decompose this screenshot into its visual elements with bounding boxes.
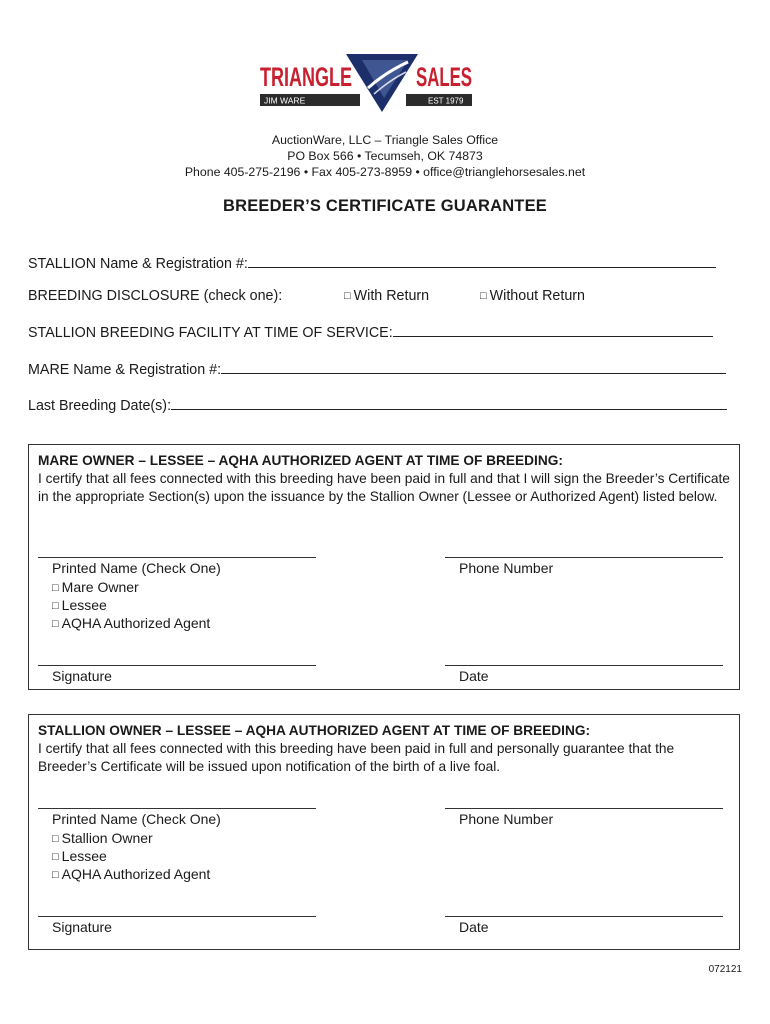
option-label: Stallion Owner: [61, 830, 153, 846]
printed-name-line[interactable]: [38, 808, 316, 809]
checkbox-icon[interactable]: □: [52, 869, 59, 881]
checkbox-icon[interactable]: □: [52, 600, 59, 612]
stallion-section-text: I certify that all fees connected with this breeding have been paid in full and personally guarantee that the Breeder’s Certificate will be issued upon notification of the birth of a live foal.: [38, 741, 675, 774]
date-label: Date: [459, 919, 489, 935]
with-return-label: With Return: [353, 288, 430, 304]
logo-graphic: [258, 50, 474, 114]
signature-line[interactable]: [38, 916, 316, 917]
without-return-label: Without Return: [489, 288, 586, 304]
mare-section-heading: MARE OWNER – LESSEE – AQHA AUTHORIZED AGENT AT TIME OF BREEDING:: [38, 453, 563, 468]
address-line-1: AuctionWare, LLC – Triangle Sales Office: [271, 133, 499, 147]
facility-label: STALLION BREEDING FACILITY AT TIME OF SERVICE:: [28, 325, 393, 341]
option-label: AQHA Authorized Agent: [61, 866, 211, 882]
phone-line[interactable]: [445, 557, 723, 558]
checkbox-icon[interactable]: □: [344, 290, 351, 302]
stallion-section-heading: STALLION OWNER – LESSEE – AQHA AUTHORIZED AGENT AT TIME OF BREEDING:: [38, 723, 591, 738]
stallion-owner-checkbox-option[interactable]: [52, 829, 153, 849]
signature-label: Signature: [52, 668, 112, 684]
form-code: 072121: [708, 964, 742, 975]
checkbox-icon[interactable]: □: [52, 851, 59, 863]
mare-name-field[interactable]: [28, 360, 726, 378]
option-label: Mare Owner: [61, 579, 139, 595]
stallion-name-field[interactable]: [28, 254, 716, 272]
mare-name-label: MARE Name & Registration #:: [28, 362, 222, 378]
signature-line[interactable]: [38, 665, 316, 666]
agent-checkbox-option[interactable]: [52, 614, 210, 634]
last-breeding-field[interactable]: [28, 396, 727, 414]
address-line-2: PO Box 566 • Tecumseh, OK 74873: [287, 149, 483, 163]
without-return-option[interactable]: [480, 288, 585, 304]
office-address: [0, 132, 770, 180]
mare-owner-checkbox-option[interactable]: [52, 578, 139, 598]
facility-blank[interactable]: [393, 323, 713, 337]
option-label: Lessee: [61, 597, 107, 613]
phone-label: Phone Number: [459, 560, 554, 576]
checkbox-icon[interactable]: □: [52, 833, 59, 845]
printed-name-label: Printed Name (Check One): [52, 811, 221, 827]
printed-name-label: Printed Name (Check One): [52, 560, 221, 576]
logo-right-text: SALES: [416, 62, 472, 92]
date-label: Date: [459, 668, 489, 684]
date-line[interactable]: [445, 916, 723, 917]
logo-sub-left: JIM WARE: [264, 95, 306, 106]
printed-name-line[interactable]: [38, 557, 316, 558]
checkbox-icon[interactable]: □: [52, 582, 59, 594]
breeding-disclosure-label: BREEDING DISCLOSURE (check one):: [28, 288, 283, 304]
stallion-owner-section: [28, 714, 740, 950]
logo-left-text: TRIANGLE: [260, 62, 352, 92]
agent-checkbox-option[interactable]: [52, 865, 210, 885]
lessee-checkbox-option[interactable]: [52, 847, 107, 867]
lessee-checkbox-option[interactable]: [52, 596, 107, 616]
date-line[interactable]: [445, 665, 723, 666]
checkbox-icon[interactable]: □: [480, 290, 487, 302]
phone-line[interactable]: [445, 808, 723, 809]
stallion-name-label: STALLION Name & Registration #:: [28, 256, 248, 272]
with-return-option[interactable]: [344, 288, 429, 304]
checkbox-icon[interactable]: □: [52, 618, 59, 630]
option-label: AQHA Authorized Agent: [61, 615, 211, 631]
mare-owner-section: [28, 444, 740, 690]
document-title: BREEDER’S CERTIFICATE GUARANTEE: [223, 197, 547, 215]
facility-field[interactable]: [28, 323, 713, 341]
mare-name-blank[interactable]: [221, 360, 726, 374]
last-breeding-blank[interactable]: [171, 396, 727, 410]
address-line-3: Phone 405-275-2196 • Fax 405-273-8959 • office@trianglehorsesales.net: [184, 165, 586, 179]
stallion-name-blank[interactable]: [248, 254, 716, 268]
phone-label: Phone Number: [459, 811, 554, 827]
triangle-sales-logo: [258, 50, 474, 114]
logo-sub-right: EST 1979: [428, 96, 464, 106]
last-breeding-label: Last Breeding Date(s):: [28, 398, 172, 414]
option-label: Lessee: [61, 848, 107, 864]
signature-label: Signature: [52, 919, 112, 935]
mare-section-text: I certify that all fees connected with this breeding have been paid in full and that I will sign the Breeder’s Certificate in the appropriate Section(s) upon the issuance by the Stallion Owner (Lessee or Authorized Agent) listed below.: [38, 471, 730, 504]
